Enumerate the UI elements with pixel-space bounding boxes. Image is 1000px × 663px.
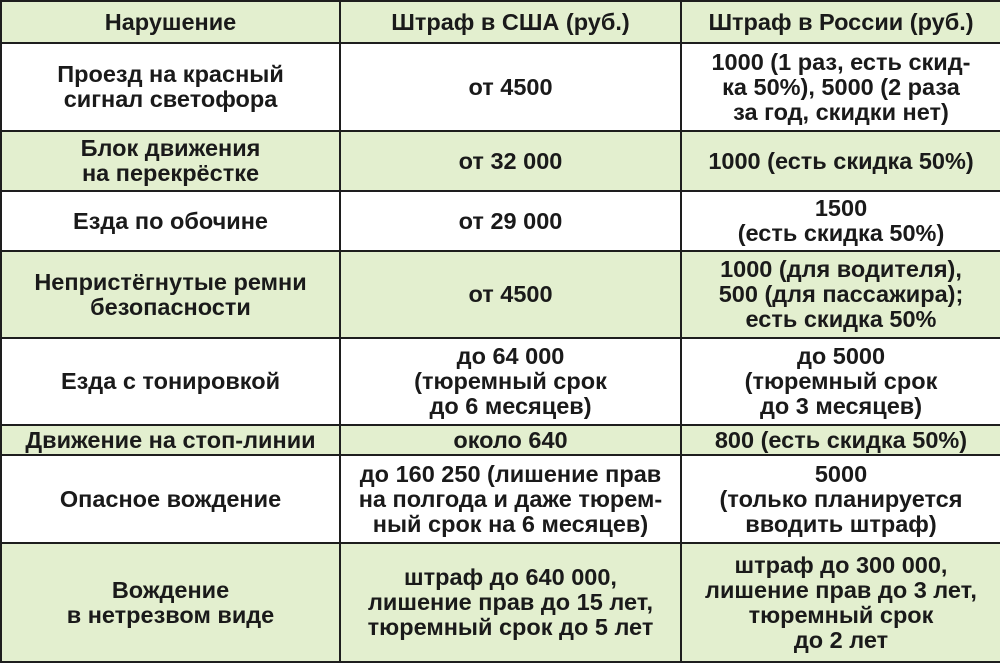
violation-cell: Проезд на красный сигнал светофора [1, 43, 340, 131]
fine-usa-cell: до 160 250 (лишение прав на полгода и даже тюрем- ный срок на 6 месяцев) [340, 455, 681, 543]
table-row [1, 43, 1000, 131]
fine-russia-cell: 1000 (для водителя), 500 (для пассажира); есть скидка 50% [681, 251, 1000, 338]
fine-russia-cell: 1000 (1 раз, есть скид- ка 50%), 5000 (2 раза за год, скидки нет) [681, 43, 1000, 131]
fine-usa-cell: до 64 000 (тюремный срок до 6 месяцев) [340, 338, 681, 425]
table-row [1, 338, 1000, 425]
fine-usa-cell: штраф до 640 000, лишение прав до 15 лет, тюремный срок до 5 лет [340, 543, 681, 662]
fine-russia-cell: 5000 (только планируется вводить штраф) [681, 455, 1000, 543]
table-row [1, 251, 1000, 338]
table-row [1, 455, 1000, 543]
header-fine-usa: Штраф в США (руб.) [340, 1, 681, 43]
fine-usa-cell: от 29 000 [340, 191, 681, 251]
violation-cell: Движение на стоп-линии [1, 425, 340, 455]
table-row [1, 543, 1000, 662]
header-violation: Нарушение [1, 1, 340, 43]
table-header-row [1, 1, 1000, 43]
fine-russia-cell: до 5000 (тюремный срок до 3 месяцев) [681, 338, 1000, 425]
fine-russia-cell: 1000 (есть скидка 50%) [681, 131, 1000, 191]
header-fine-russia: Штраф в России (руб.) [681, 1, 1000, 43]
table-row [1, 191, 1000, 251]
violation-cell: Вождение в нетрезвом виде [1, 543, 340, 662]
violation-cell: Езда по обочине [1, 191, 340, 251]
violation-cell: Езда с тонировкой [1, 338, 340, 425]
fine-usa-cell: от 32 000 [340, 131, 681, 191]
fine-russia-cell: штраф до 300 000, лишение прав до 3 лет, тюремный срок до 2 лет [681, 543, 1000, 662]
violation-cell: Непристёгнутые ремни безопасности [1, 251, 340, 338]
table-row [1, 425, 1000, 455]
fine-usa-cell: от 4500 [340, 43, 681, 131]
fine-russia-cell: 800 (есть скидка 50%) [681, 425, 1000, 455]
fine-usa-cell: около 640 [340, 425, 681, 455]
violation-cell: Опасное вождение [1, 455, 340, 543]
violation-cell: Блок движения на перекрёстке [1, 131, 340, 191]
fine-russia-cell: 1500 (есть скидка 50%) [681, 191, 1000, 251]
table-row [1, 131, 1000, 191]
fine-usa-cell: от 4500 [340, 251, 681, 338]
